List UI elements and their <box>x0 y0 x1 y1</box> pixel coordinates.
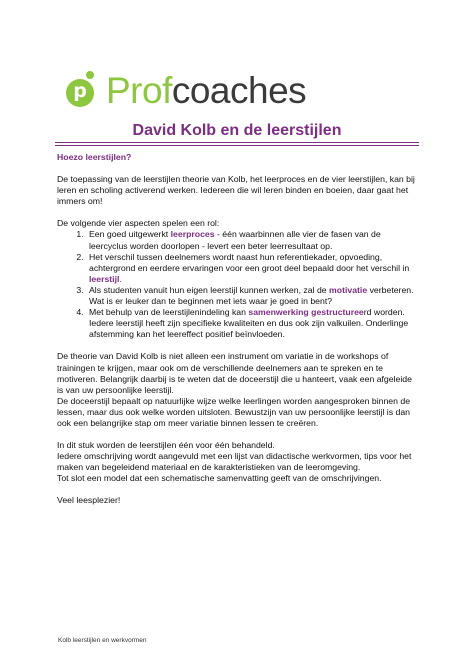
logo-mark-letter: p <box>73 80 87 102</box>
list-item: 4. Met behulp van de leerstijlenindeling kan samenwerking gestructureerd worden. Iedere leerstijl heeft zijn specifieke kwaliteiten en dus ook zijn valkuilen. Onderlinge afstemming kan het leereffect positief beïnvloeden. <box>86 307 419 340</box>
highlight-term: leerstijl <box>89 273 120 284</box>
title-rule-top <box>55 142 419 143</box>
page-footer: Kolb leerstijlen en werkvormen <box>58 637 147 644</box>
title-rule-bottom <box>55 145 419 146</box>
highlight-term: motivatie <box>329 284 368 295</box>
theory-paragraph: De theorie van David Kolb is niet alleen een instrument om variatie in de workshops of trainingen te krijgen, maar ook om de verschillende deelnemers aan te spreken en te motiveren. Belangrijk daarbij is te weten dat de doceerstijl die u hanteert, vaak een afgeleide is van uw persoonlijke leerstijl. <box>57 351 412 395</box>
closing-line: Veel leesplezier! <box>57 495 121 506</box>
list-item: 3. Als studenten vanuit hun eigen leerstijl kunnen werken, zal de motivatie verbeteren. Wat is er leuker dan te beginnen met iets waar je goed in bent? <box>86 285 419 307</box>
highlight-term: samenwerking gestructuree <box>248 307 364 318</box>
list-item: 1. Een goed uitgewerkt leerproces - één waarbinnen alle vier de fasen van de leercyclus worden doorlopen - levert een beter leerresultaat op. <box>86 229 419 251</box>
document-title: David Kolb en de leerstijlen <box>132 122 342 139</box>
profcoaches-logo <box>66 70 306 110</box>
section-heading: Hoezo leerstijlen? <box>57 152 132 162</box>
description-paragraph: Iedere omschrijving wordt aangevuld met een lijst van didactische werkvormen, tips voor het maken van begeleidend materiaal en de karakteristieken van de leeromgeving. <box>57 451 412 473</box>
logo-dot <box>86 71 94 79</box>
logo-brand-suffix: coaches <box>171 69 307 111</box>
logo-wordmark <box>106 69 307 111</box>
logo-circle <box>66 79 94 107</box>
model-paragraph: Tot slot een model dat een schematische samenvatting geeft van de omschrijvingen. <box>57 473 382 484</box>
doceerstijl-paragraph: De doceerstijl bepaalt op natuurlijke wijze welke leerlingen worden aangesproken binnen de lessen, maar dus ook welke worden uitsloten. Bewustzijn van uw persoonlijke leerstijl is dan ook een belangrijke stap om meer variatie binnen lessen te creëren. <box>57 395 411 428</box>
intro-paragraph: De toepassing van de leerstijlen theorie van Kolb, het leerproces en de vier leerstijlen, kan bij leren en scholing activerend werken. Iedereen die wil leren binden en boeien, daar gaat het immers om! <box>57 174 415 207</box>
method-paragraph: In dit stuk worden de leerstijlen één voor één behandeld. <box>57 440 275 451</box>
logo-brand-prefix: Prof <box>106 69 172 111</box>
document-body <box>57 152 419 507</box>
aspects-intro: De volgende vier aspecten spelen een rol: <box>57 218 220 229</box>
highlight-term: leerproces <box>170 229 215 240</box>
list-item: 2. Het verschil tussen deelnemers wordt naast hun referentiekader, opvoeding, achtergrond en eerdere ervaringen voor een groot deel bepaald door het verschil in leerstijl. <box>86 252 419 285</box>
aspects-list <box>57 229 419 340</box>
logo-mark-icon <box>66 70 100 110</box>
